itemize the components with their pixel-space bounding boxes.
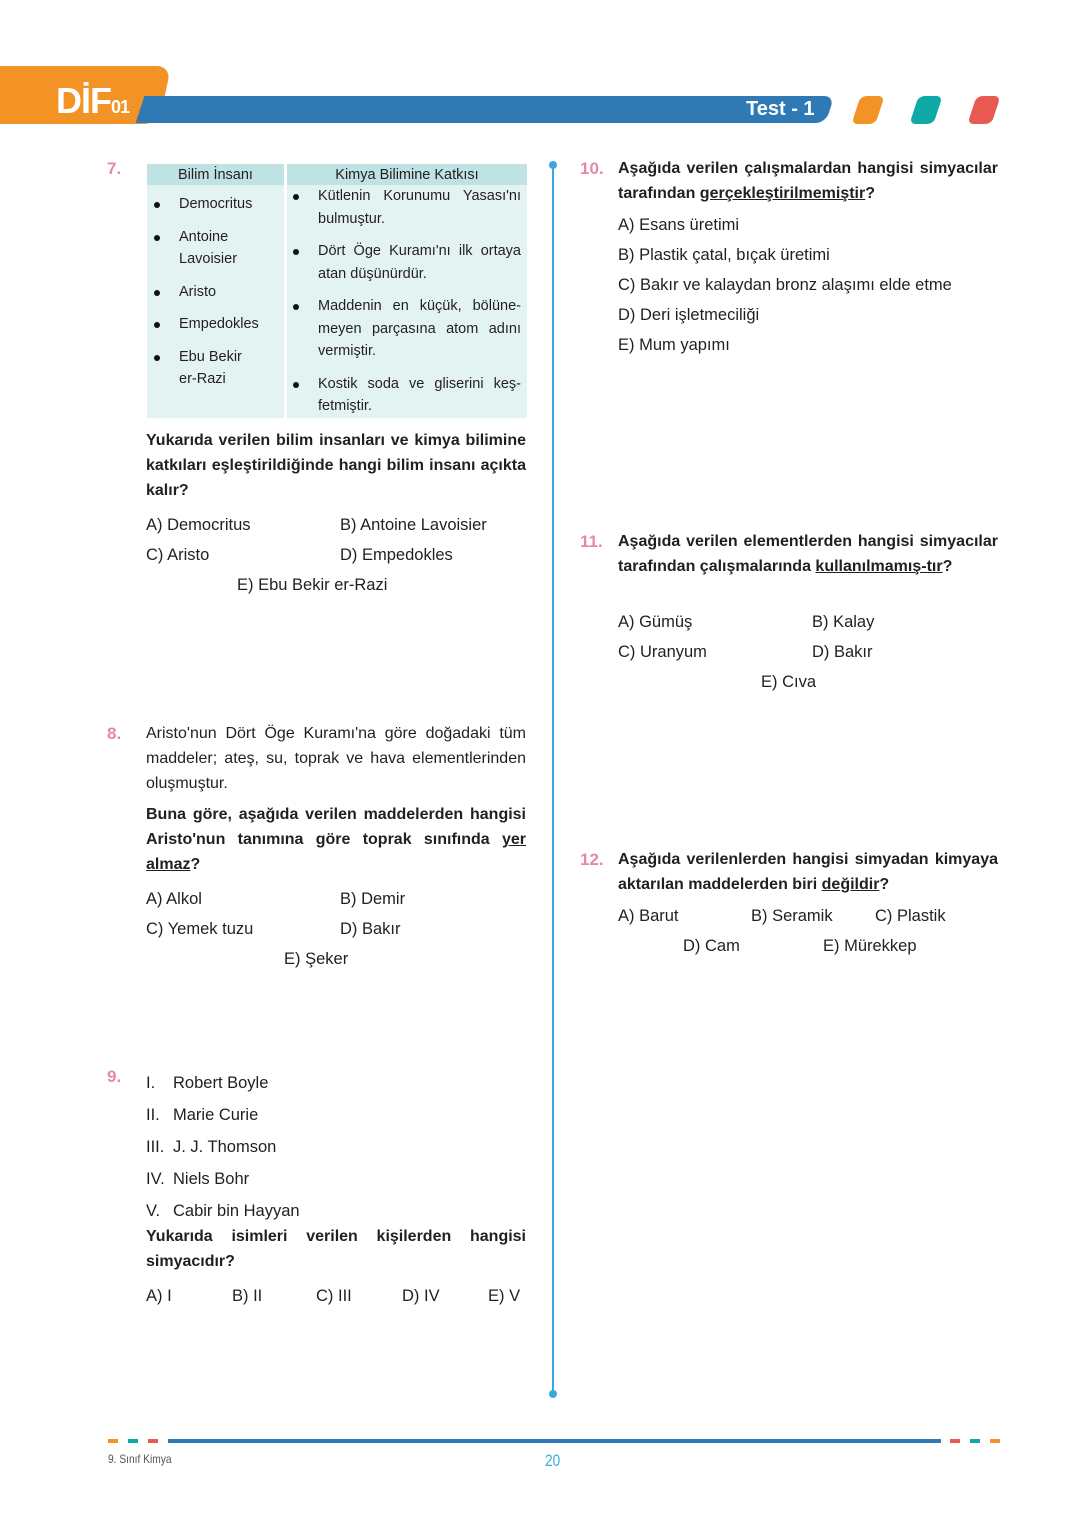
contribution-item: Kostik soda ve gliserini keş-fetmiştir. — [287, 373, 527, 418]
divider-dot — [549, 1390, 557, 1398]
contribution-item: Maddenin en küçük, bölüne-meyen parçasına atom adını vermiştir. — [287, 295, 527, 363]
option-a[interactable]: A) Barut — [618, 907, 679, 925]
footer-dash — [108, 1439, 118, 1443]
option-c[interactable]: C) III — [316, 1287, 352, 1305]
option-e[interactable]: E) Mum yapımı — [618, 336, 730, 354]
option-d[interactable]: D) Deri işletmeciliği — [618, 306, 760, 324]
teal-tab — [909, 96, 942, 124]
red-tab — [967, 96, 1000, 124]
option-b[interactable]: B) II — [232, 1287, 263, 1305]
orange-tab — [851, 96, 884, 124]
question-number: 12. — [580, 850, 604, 869]
scientist-item: Democritus — [147, 193, 284, 216]
scientist-item: Ebu Bekir er-Razi — [147, 346, 284, 391]
question-text: Buna göre, aşağıda verilen maddelerden hangisi Aristo'nun tanımına göre toprak sınıfında yer almaz? — [146, 806, 526, 873]
option-e[interactable]: E) Mürekkep — [823, 937, 917, 955]
book-title: 9. Sınıf Kimya — [108, 1452, 172, 1466]
header-bar — [136, 96, 835, 123]
option-a[interactable]: A) I — [146, 1287, 172, 1305]
footer-dash — [990, 1439, 1000, 1443]
question-text: Aşağıda verilen elementlerden hangisi simyacılar tarafından çalışmalarında kullanılmamış-tır? — [618, 533, 998, 575]
name-list — [146, 1067, 300, 1227]
brand-logo: DİF01 — [56, 80, 130, 121]
question-intro: Aristo'nun Dört Öge Kuramı'na göre doğadaki tüm maddeler; ateş, su, toprak ve hava elementlerinden oluşmuştur. — [146, 725, 526, 792]
option-e[interactable]: E) Şeker — [284, 950, 349, 968]
footer-dash — [970, 1439, 980, 1443]
question-text: Yukarıda verilen bilim insanları ve kimya bilimine katkıları eşleştirildiğinde hangi bilim insanı açıkta kalır? — [146, 432, 526, 499]
option-a[interactable]: A) Esans üretimi — [618, 216, 740, 234]
matching-table — [147, 164, 527, 418]
divider-dot — [549, 161, 557, 169]
test-label: Test - 1 — [746, 98, 815, 120]
option-e[interactable]: E) Cıva — [761, 673, 817, 691]
question-number: 8. — [107, 724, 122, 743]
page-number: 20 — [545, 1451, 561, 1470]
question-text: Yukarıda isimleri verilen kişilerden hangisi simyacıdır? — [146, 1228, 526, 1270]
option-b[interactable]: B) Plastik çatal, bıçak üretimi — [618, 246, 830, 264]
question-text: Aşağıda verilenlerden hangisi simyadan kimyaya aktarılan maddelerden biri değildir? — [618, 851, 998, 893]
option-d[interactable]: D) Cam — [683, 937, 740, 955]
option-c[interactable]: C) Yemek tuzu — [146, 920, 254, 938]
footer-dash — [950, 1439, 960, 1443]
option-b[interactable]: B) Seramik — [751, 907, 833, 925]
option-a[interactable]: A) Alkol — [146, 890, 202, 908]
option-c[interactable]: C) Plastik — [875, 907, 946, 925]
contribution-item: Dört Öge Kuramı'nı ilk ortaya atan düşünürdür. — [287, 240, 527, 285]
scientist-item: Empedokles — [147, 313, 284, 336]
question-number: 10. — [580, 159, 604, 178]
option-a[interactable]: A) Democritus — [146, 516, 251, 534]
question-number: 7. — [107, 159, 122, 178]
question-text: Aşağıda verilen çalışmalardan hangisi simyacılar tarafından gerçekleştirilmemiştir? — [618, 160, 998, 202]
column-divider — [552, 165, 554, 1394]
table-header: Bilim İnsanı — [147, 164, 286, 185]
list-item: V. Cabir bin Hayyan — [146, 1202, 300, 1220]
option-d[interactable]: D) Bakır — [812, 643, 873, 661]
option-c[interactable]: C) Aristo — [146, 546, 210, 564]
question-number: 11. — [580, 532, 603, 551]
option-b[interactable]: B) Antoine Lavoisier — [340, 516, 487, 534]
footer-dash — [148, 1439, 158, 1443]
option-d[interactable]: D) Empedokles — [340, 546, 453, 564]
option-d[interactable]: D) IV — [402, 1287, 440, 1305]
list-item: IV. Niels Bohr — [146, 1170, 250, 1188]
list-item: III. J. J. Thomson — [146, 1138, 277, 1156]
option-d[interactable]: D) Bakır — [340, 920, 401, 938]
question-number: 9. — [107, 1067, 122, 1086]
footer-line — [168, 1439, 941, 1443]
contribution-item: Kütlenin Korunumu Yasası'nı bulmuştur. — [287, 185, 527, 230]
option-a[interactable]: A) Gümüş — [618, 613, 693, 631]
list-item: I. Robert Boyle — [146, 1074, 269, 1092]
option-c[interactable]: C) Uranyum — [618, 643, 707, 661]
list-item: II. Marie Curie — [146, 1106, 259, 1124]
footer-dash — [128, 1439, 138, 1443]
option-b[interactable]: B) Demir — [340, 890, 406, 908]
option-e[interactable]: E) Ebu Bekir er-Razi — [237, 576, 388, 594]
option-b[interactable]: B) Kalay — [812, 613, 875, 631]
scientist-item: Antoine Lavoisier — [147, 226, 284, 271]
option-e[interactable]: E) V — [488, 1287, 521, 1305]
table-header: Kimya Bilimine Katkısı — [286, 164, 528, 185]
option-c[interactable]: C) Bakır ve kalaydan bronz alaşımı elde etme — [618, 276, 952, 294]
scientist-item: Aristo — [147, 281, 284, 304]
